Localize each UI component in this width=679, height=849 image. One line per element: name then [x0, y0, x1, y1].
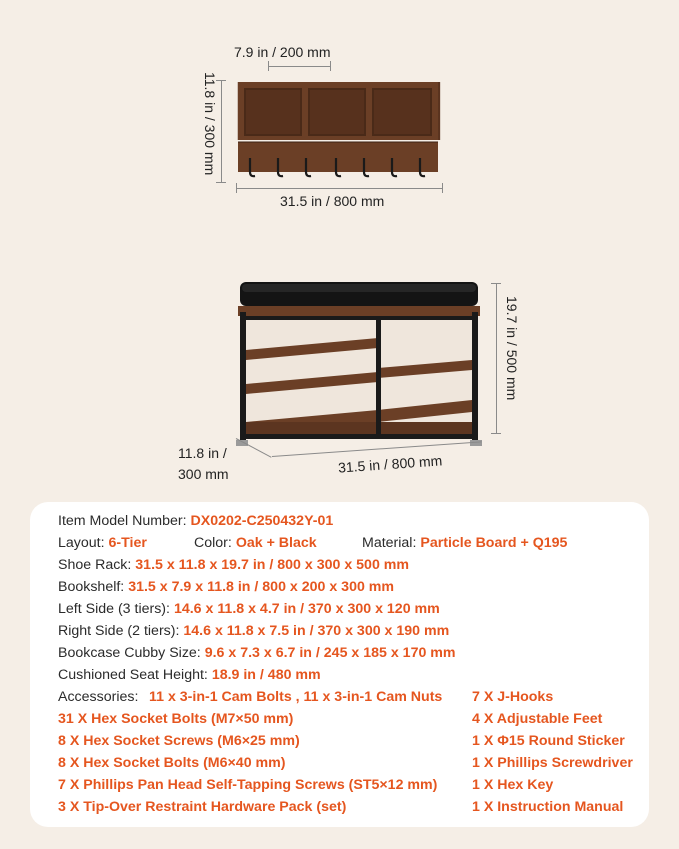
accessory-item: 8 X Hex Socket Bolts (M6×40 mm): [58, 755, 286, 771]
spec-material: Material: Particle Board + Q195: [362, 535, 568, 551]
bench-width-label: 31.5 in / 800 mm: [337, 452, 443, 476]
spec-right-side: Right Side (2 tiers): 14.6 x 11.8 x 7.5 in / 370 x 300 x 190 mm: [58, 623, 450, 639]
accessory-item: 4 X Adjustable Feet: [472, 711, 603, 727]
shelf-height-label: 11.8 in / 300 mm: [202, 72, 218, 176]
accessory-item: 31 X Hex Socket Bolts (M7×50 mm): [58, 711, 294, 727]
bench-depth-label-2: 300 mm: [178, 466, 229, 482]
shelf-depth-label: 7.9 in / 200 mm: [234, 44, 331, 60]
spec-layout-row: Layout: 6-Tier: [58, 535, 147, 551]
specifications-card: [30, 502, 649, 827]
bench-height-label: 19.7 in / 500 mm: [504, 296, 520, 401]
accessory-item: 7 X J-Hooks: [472, 689, 554, 705]
spec-left-side: Left Side (3 tiers): 14.6 x 11.8 x 4.7 in / 370 x 300 x 120 mm: [58, 601, 440, 617]
wall-shelf-image: [236, 80, 442, 182]
spec-item-model: Item Model Number: DX0202-C250432Y-01: [58, 513, 334, 529]
accessory-item: 1 X Φ15 Round Sticker: [472, 733, 625, 749]
spec-bookshelf: Bookshelf: 31.5 x 7.9 x 11.8 in / 800 x 200 x 300 mm: [58, 579, 395, 595]
spec-color: Color: Oak + Black: [194, 535, 317, 551]
accessory-item: 1 X Hex Key: [472, 777, 554, 793]
spec-seat-height: Cushioned Seat Height: 18.9 in / 480 mm: [58, 667, 321, 683]
accessory-item: 8 X Hex Socket Screws (M6×25 mm): [58, 733, 300, 749]
accessory-item: 1 X Instruction Manual: [472, 799, 624, 815]
shelf-width-label: 31.5 in / 800 mm: [280, 193, 385, 209]
accessory-item: 11 x 3-in-1 Cam Bolts , 11 x 3-in-1 Cam Nuts: [149, 689, 443, 705]
bench-depth-label-1: 11.8 in /: [178, 445, 227, 461]
spec-accessories-label: Accessories:: [58, 689, 139, 705]
accessory-item: 1 X Phillips Screwdriver: [472, 755, 633, 771]
accessory-item: 7 X Phillips Pan Head Self-Tapping Screws (ST5×12 mm): [58, 777, 438, 793]
accessory-item: 3 X Tip-Over Restraint Hardware Pack (set): [58, 799, 347, 815]
spec-shoe-rack: Shoe Rack: 31.5 x 11.8 x 19.7 in / 800 x 300 x 500 mm: [58, 557, 410, 573]
shoe-bench-image: [228, 272, 490, 458]
spec-cubby: Bookcase Cubby Size: 9.6 x 7.3 x 6.7 in / 245 x 185 x 170 mm: [58, 645, 456, 661]
